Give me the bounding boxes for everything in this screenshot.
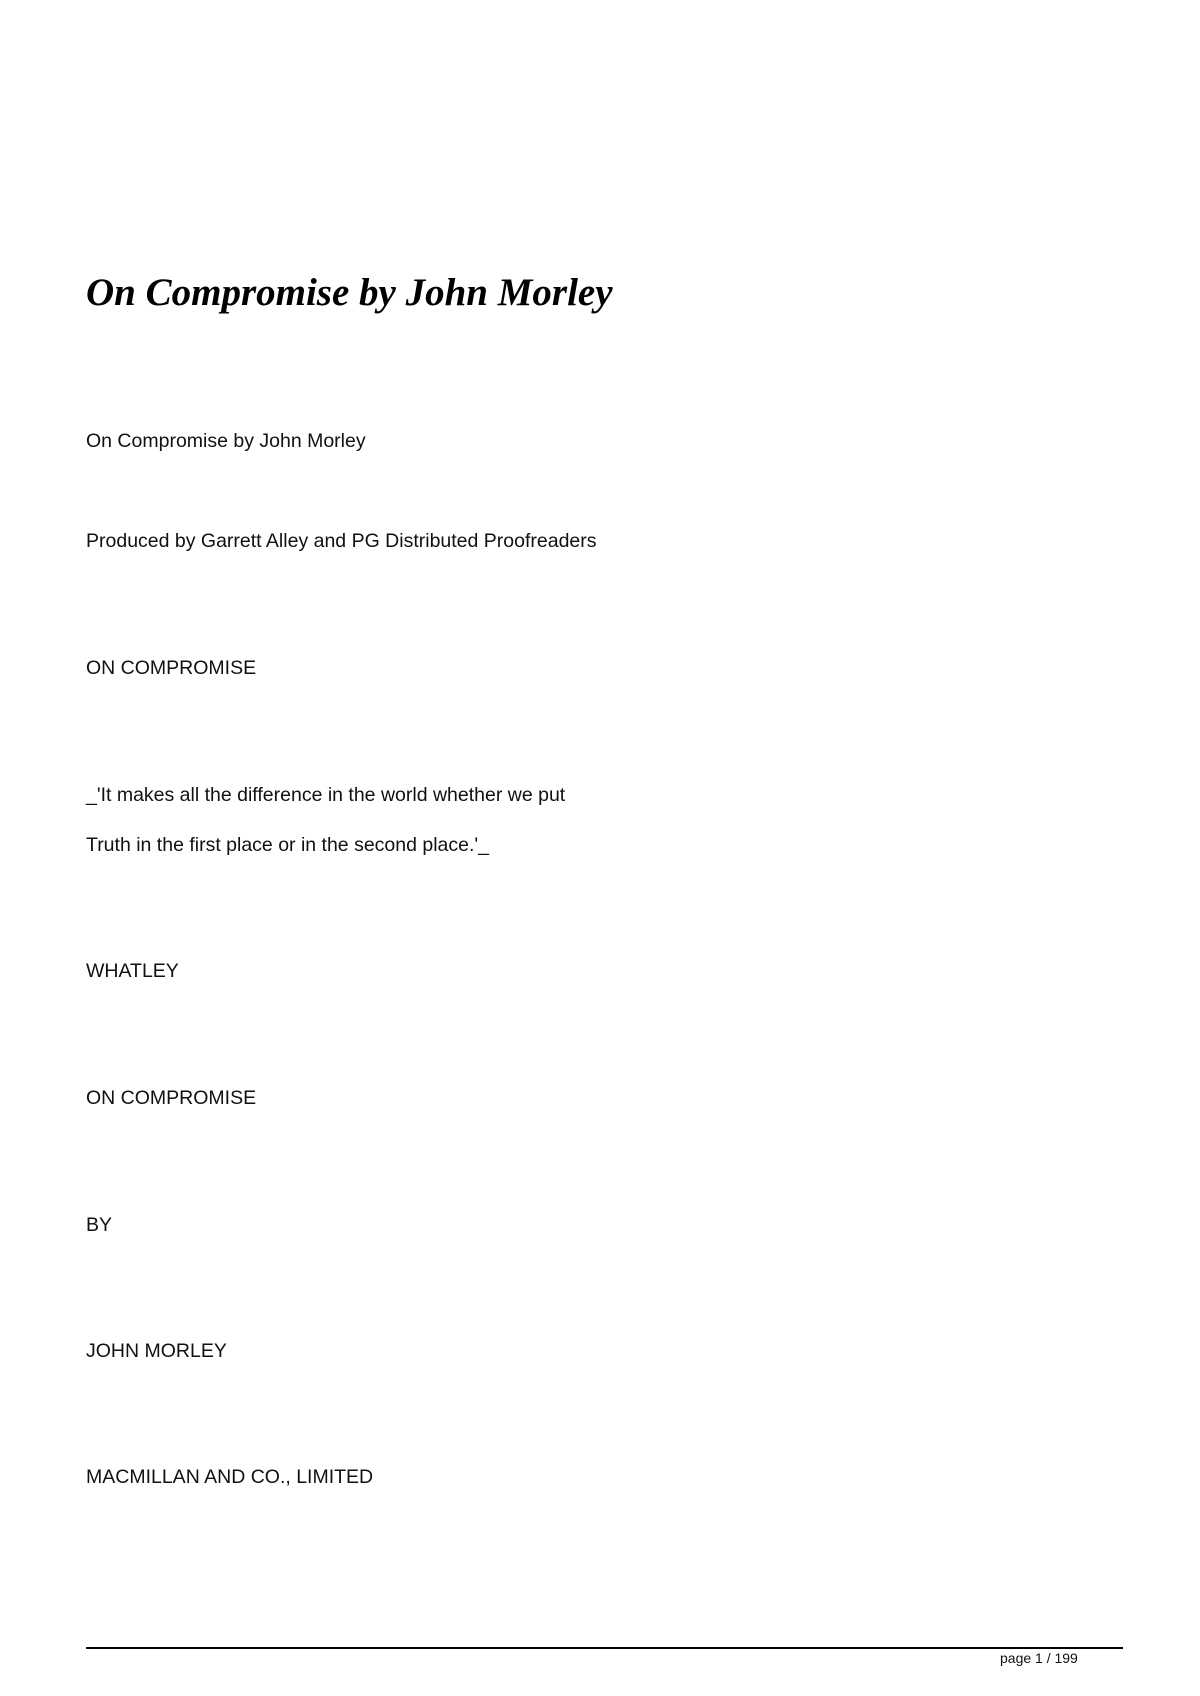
producer-credit-line: Produced by Garrett Alley and PG Distributed Proofreaders: [86, 530, 597, 552]
document-title: On Compromise by John Morley: [86, 271, 613, 314]
by-line: BY: [86, 1214, 113, 1236]
page-number-label: page 1 / 199: [1000, 1650, 1078, 1666]
epigraph-attribution: WHATLEY: [86, 960, 179, 982]
epigraph-line-2: Truth in the first place or in the second place.'_: [86, 834, 489, 856]
author-name-line: JOHN MORLEY: [86, 1340, 227, 1362]
epigraph-line-1: _'It makes all the difference in the world whether we put: [86, 784, 566, 806]
section-heading: ON COMPROMISE: [86, 657, 257, 679]
repeated-title-line: On Compromise by John Morley: [86, 430, 366, 452]
footer-divider: [86, 1647, 1123, 1649]
book-title-line: ON COMPROMISE: [86, 1087, 257, 1109]
publisher-line: MACMILLAN AND CO., LIMITED: [86, 1466, 374, 1488]
